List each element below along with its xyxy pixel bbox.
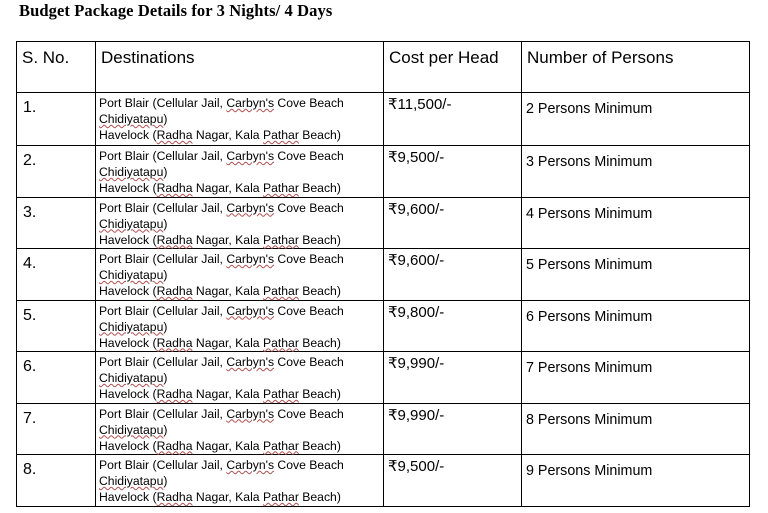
table-row (17, 249, 750, 301)
header-destinations: Destinations (96, 42, 384, 93)
row-cost-cell (384, 146, 522, 198)
row-persons: 7 Persons Minimum (526, 360, 653, 376)
row-persons-cell (522, 403, 750, 455)
row-cost: ₹9,990/- (388, 355, 445, 372)
header-cost-per-head: Cost per Head (384, 42, 522, 93)
row-persons: 8 Persons Minimum (526, 411, 653, 428)
row-persons: 2 Persons Minimum (526, 101, 653, 117)
row-destinations-cell (96, 455, 384, 507)
table-row (17, 300, 750, 352)
row-sno-cell (17, 197, 96, 249)
row-cost: ₹9,500/- (388, 149, 445, 166)
row-destinations: Port Blair (Cellular Jail, Carbyn's Cove Beach Chidiyatapu) Havelock (Radha Nagar, Kala Pathar Beach) (99, 406, 344, 453)
row-destinations: Port Blair (Cellular Jail, Carbyn's Cove Beach Chidiyatapu) Havelock (Radha Nagar, Kala Pathar Beach) (99, 149, 344, 195)
row-cost-cell (384, 197, 522, 249)
row-cost-cell (384, 300, 522, 352)
row-sno-cell (17, 403, 96, 455)
row-sno: 4. (23, 255, 37, 272)
row-cost: ₹9,600/- (388, 252, 445, 269)
row-cost: ₹9,600/- (388, 200, 445, 218)
row-sno-cell (17, 249, 96, 301)
row-destinations-cell (96, 197, 384, 249)
row-persons-cell (522, 455, 750, 507)
row-destinations-cell (96, 300, 384, 352)
table-row (17, 455, 750, 507)
row-destinations-cell (96, 93, 384, 146)
row-persons-cell (522, 93, 750, 146)
row-destinations-cell (96, 403, 384, 455)
row-sno-cell (17, 146, 96, 198)
page-title: Budget Package Details for 3 Nights/ 4 Days (19, 1, 333, 20)
row-persons: 3 Persons Minimum (526, 154, 653, 170)
row-destinations-cell (96, 352, 384, 404)
row-destinations-cell (96, 146, 384, 198)
row-destinations: Port Blair (Cellular Jail, Carbyn's Cove Beach Chidiyatapu) Havelock (Radha Nagar, Kala Pathar Beach) (99, 303, 344, 350)
table-row (17, 93, 750, 146)
row-destinations: Port Blair (Cellular Jail, Carbyn's Cove Beach Chidiyatapu) Havelock (Radha Nagar, Kala Pathar Beach) (99, 200, 344, 247)
row-destinations: Port Blair (Cellular Jail, Carbyn's Cove Beach Chidiyatapu) Havelock (Radha Nagar, Kala Pathar Beach) (99, 252, 344, 298)
table-row (17, 146, 750, 198)
row-cost-cell (384, 403, 522, 455)
row-cost-cell (384, 352, 522, 404)
row-cost: ₹11,500/- (388, 96, 452, 113)
row-sno: 7. (23, 409, 37, 427)
row-persons-cell (522, 249, 750, 301)
row-persons-cell (522, 300, 750, 352)
row-sno: 3. (23, 203, 37, 221)
row-persons: 6 Persons Minimum (526, 308, 653, 325)
row-sno-cell (17, 352, 96, 404)
row-cost-cell (384, 93, 522, 146)
table-row (17, 352, 750, 404)
table-row (17, 197, 750, 249)
row-cost-cell (384, 455, 522, 507)
row-sno: 2. (23, 152, 37, 169)
row-sno: 6. (23, 358, 37, 375)
row-persons-cell (522, 146, 750, 198)
row-persons: 5 Persons Minimum (526, 257, 653, 273)
row-sno: 1. (23, 99, 37, 116)
row-destinations-cell (96, 249, 384, 301)
row-cost-cell (384, 249, 522, 301)
header-number-of-persons: Number of Persons (522, 42, 750, 93)
row-sno-cell (17, 93, 96, 146)
table-row (17, 403, 750, 455)
row-persons: 4 Persons Minimum (526, 205, 653, 222)
table-body (17, 93, 750, 507)
row-destinations: Port Blair (Cellular Jail, Carbyn's Cove Beach Chidiyatapu) Havelock (Radha Nagar, Kala Pathar Beach) (99, 96, 344, 142)
row-persons: 9 Persons Minimum (526, 463, 653, 479)
row-persons-cell (522, 352, 750, 404)
row-sno: 8. (23, 461, 37, 478)
row-sno: 5. (23, 306, 37, 324)
header-sno: S. No. (17, 42, 96, 93)
row-sno-cell (17, 455, 96, 507)
row-destinations: Port Blair (Cellular Jail, Carbyn's Cove Beach Chidiyatapu) Havelock (Radha Nagar, Kala Pathar Beach) (99, 355, 344, 401)
table-header-row (17, 42, 750, 93)
row-cost: ₹9,800/- (388, 303, 445, 321)
row-cost: ₹9,990/- (388, 406, 445, 424)
row-sno-cell (17, 300, 96, 352)
row-cost: ₹9,500/- (388, 458, 445, 475)
row-destinations: Port Blair (Cellular Jail, Carbyn's Cove Beach Chidiyatapu) Havelock (Radha Nagar, Kala Pathar Beach) (99, 458, 344, 504)
row-persons-cell (522, 197, 750, 249)
budget-package-table (16, 41, 750, 507)
